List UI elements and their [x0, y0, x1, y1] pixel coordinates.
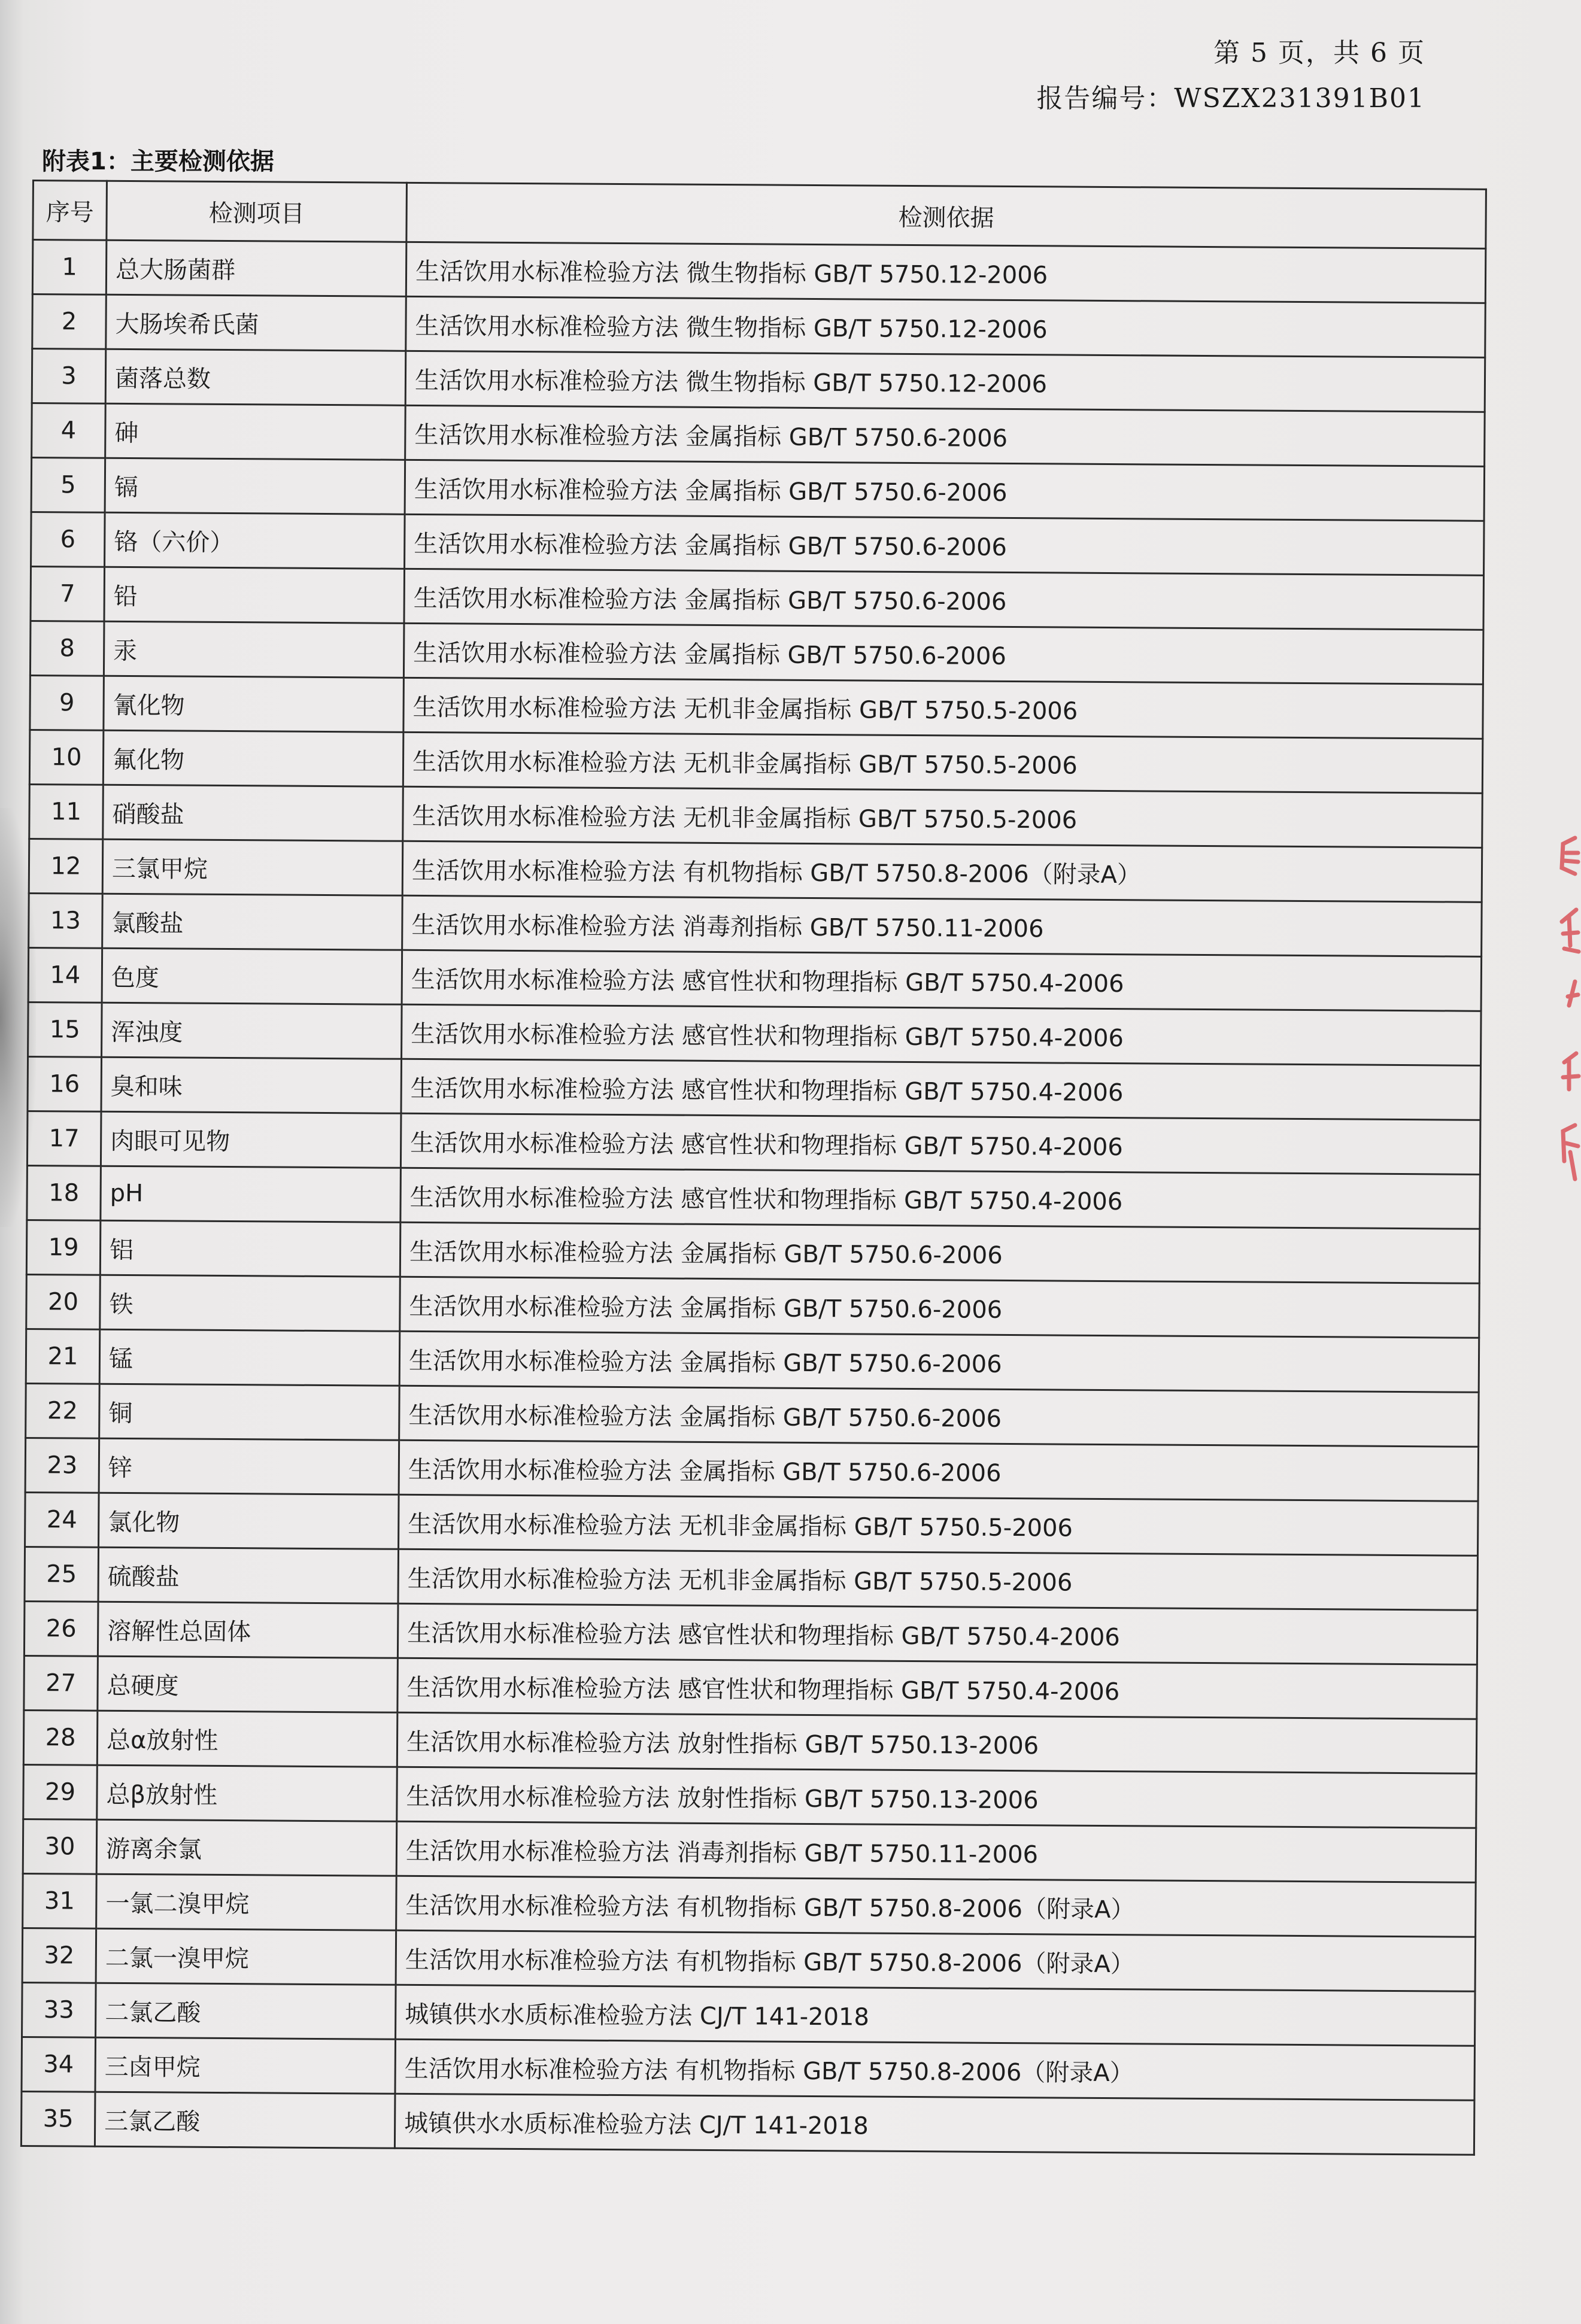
table-row — [29, 784, 1483, 847]
cell-serial-no: 35 — [21, 2091, 95, 2146]
table-row — [23, 1873, 1476, 1937]
cell-test-item: 氯酸盐 — [102, 894, 403, 950]
cell-test-basis: 生活饮用水标准检验方法 感官性状和物理指标 GB/T 5750.4-2006 — [397, 1603, 1477, 1664]
cell-serial-no: 5 — [31, 458, 105, 513]
table-body — [21, 240, 1485, 2155]
cell-test-basis: 生活饮用水标准检验方法 感官性状和物理指标 GB/T 5750.4-2006 — [402, 950, 1482, 1011]
cell-test-basis: 生活饮用水标准检验方法 有机物指标 GB/T 5750.8-2006（附录A） — [395, 2039, 1475, 2100]
cell-test-item: 菌落总数 — [105, 349, 406, 405]
cell-serial-no: 10 — [29, 730, 104, 785]
cell-test-item: 氰化物 — [104, 676, 404, 732]
cell-test-item: 总β放射性 — [97, 1765, 397, 1821]
cell-test-item: 浑浊度 — [102, 1002, 402, 1059]
cell-test-basis: 生活饮用水标准检验方法 微生物指标 GB/T 5750.12-2006 — [406, 242, 1486, 303]
cell-test-item: 硫酸盐 — [98, 1547, 399, 1603]
table-row — [27, 1165, 1480, 1229]
cell-test-basis: 生活饮用水标准检验方法 有机物指标 GB/T 5750.8-2006（附录A） — [396, 1930, 1476, 1991]
cell-test-basis: 生活饮用水标准检验方法 有机物指标 GB/T 5750.8-2006（附录A） — [402, 841, 1482, 902]
cell-test-basis: 生活饮用水标准检验方法 微生物指标 GB/T 5750.12-2006 — [405, 351, 1485, 412]
testing-basis-table — [20, 180, 1487, 2156]
cell-test-item: 二氯乙酸 — [96, 1983, 396, 2039]
cell-serial-no: 27 — [24, 1655, 98, 1711]
cell-test-basis: 生活饮用水标准检验方法 金属指标 GB/T 5750.6-2006 — [400, 1277, 1480, 1338]
cell-test-item: 一氯二溴甲烷 — [96, 1874, 397, 1930]
cell-test-item: 锰 — [99, 1329, 400, 1386]
table-row — [30, 621, 1483, 684]
table-row — [32, 349, 1485, 412]
table-row — [26, 1220, 1480, 1283]
cell-serial-no: 32 — [22, 1928, 96, 1983]
cell-test-basis: 生活饮用水标准检验方法 感官性状和物理指标 GB/T 5750.4-2006 — [397, 1658, 1477, 1719]
cell-test-item: 总硬度 — [98, 1656, 398, 1712]
table-row — [29, 839, 1482, 902]
cell-test-item: 氟化物 — [103, 730, 403, 786]
table-row — [26, 1329, 1479, 1392]
cell-serial-no: 24 — [25, 1492, 99, 1547]
cell-serial-no: 19 — [26, 1220, 101, 1275]
cell-test-item: 氯化物 — [99, 1493, 399, 1549]
header-serial-no: 序号 — [33, 181, 107, 241]
cell-test-item: 砷 — [105, 403, 406, 460]
header-test-basis: 检测依据 — [406, 183, 1486, 248]
cell-serial-no: 26 — [24, 1601, 98, 1656]
cell-serial-no: 6 — [31, 512, 105, 567]
cell-serial-no: 9 — [30, 675, 104, 730]
table-row — [26, 1383, 1479, 1447]
table-row — [28, 1002, 1482, 1065]
table-row — [23, 1710, 1477, 1773]
cell-test-item: 溶解性总固体 — [98, 1602, 398, 1658]
cell-serial-no: 21 — [26, 1329, 100, 1384]
section-title: 附表1：主要检测依据 — [42, 148, 274, 175]
cell-serial-no: 4 — [32, 403, 106, 458]
table-row — [22, 1928, 1476, 1991]
cell-test-item: 二氯一溴甲烷 — [96, 1928, 396, 1985]
cell-serial-no: 12 — [29, 839, 103, 894]
cell-test-item: 汞 — [104, 621, 404, 678]
cell-test-basis: 生活饮用水标准检验方法 放射性指标 GB/T 5750.13-2006 — [397, 1712, 1477, 1773]
table-row — [32, 240, 1486, 303]
cell-test-item: 锌 — [99, 1438, 399, 1494]
cell-test-item: 硝酸盐 — [103, 785, 403, 841]
cell-test-item: 铁 — [100, 1275, 400, 1331]
cell-serial-no: 23 — [25, 1438, 99, 1493]
cell-serial-no: 31 — [23, 1873, 97, 1928]
cell-serial-no: 3 — [32, 349, 106, 404]
cell-test-basis: 生活饮用水标准检验方法 消毒剂指标 GB/T 5750.11-2006 — [396, 1821, 1476, 1882]
cell-serial-no: 15 — [28, 1002, 102, 1057]
cell-test-basis: 生活饮用水标准检验方法 无机非金属指标 GB/T 5750.5-2006 — [399, 1494, 1479, 1556]
cell-serial-no: 13 — [29, 893, 103, 948]
cell-test-item: 色度 — [102, 948, 402, 1004]
cell-test-item: 三氯乙酸 — [95, 2092, 395, 2148]
cell-serial-no: 7 — [31, 566, 105, 621]
cell-serial-no: 22 — [26, 1383, 100, 1438]
table-row — [30, 675, 1483, 739]
cell-serial-no: 14 — [28, 947, 102, 1002]
cell-test-basis: 生活饮用水标准检验方法 感官性状和物理指标 GB/T 5750.4-2006 — [400, 1113, 1480, 1174]
cell-serial-no: 8 — [30, 621, 104, 676]
cell-test-basis: 生活饮用水标准检验方法 微生物指标 GB/T 5750.12-2006 — [406, 296, 1486, 357]
cell-serial-no: 33 — [22, 1982, 96, 2037]
cell-serial-no: 34 — [22, 2037, 96, 2092]
cell-test-basis: 生活饮用水标准检验方法 金属指标 GB/T 5750.6-2006 — [405, 514, 1485, 575]
cell-test-basis: 生活饮用水标准检验方法 感官性状和物理指标 GB/T 5750.4-2006 — [400, 1168, 1480, 1229]
cell-test-item: pH — [101, 1166, 401, 1222]
cell-test-basis: 生活饮用水标准检验方法 金属指标 GB/T 5750.6-2006 — [405, 405, 1485, 466]
table-row — [31, 566, 1484, 630]
cell-test-basis: 生活饮用水标准检验方法 金属指标 GB/T 5750.6-2006 — [404, 569, 1484, 630]
table-row — [25, 1492, 1479, 1556]
cell-test-basis: 生活饮用水标准检验方法 金属指标 GB/T 5750.6-2006 — [403, 623, 1483, 684]
cell-test-item: 铝 — [100, 1220, 400, 1277]
cell-test-basis: 生活饮用水标准检验方法 无机非金属指标 GB/T 5750.5-2006 — [403, 732, 1483, 793]
table-row — [23, 1819, 1476, 1882]
cell-test-item: 铅 — [104, 567, 405, 623]
red-seal-stamp — [1533, 826, 1581, 1185]
table-row — [27, 1111, 1480, 1174]
cell-test-basis: 生活饮用水标准检验方法 无机非金属指标 GB/T 5750.5-2006 — [403, 786, 1483, 847]
table-row — [31, 512, 1485, 575]
cell-test-basis: 生活饮用水标准检验方法 有机物指标 GB/T 5750.8-2006（附录A） — [396, 1876, 1476, 1937]
cell-serial-no: 25 — [25, 1547, 99, 1602]
cell-serial-no: 1 — [32, 240, 107, 295]
page-number: 第 5 页，共 6 页 — [1213, 38, 1425, 68]
cell-test-basis: 城镇供水水质标准检验方法 CJ/T 141-2018 — [395, 2094, 1474, 2155]
table-row — [25, 1438, 1479, 1501]
table-row — [22, 1982, 1476, 2046]
cell-test-basis: 生活饮用水标准检验方法 金属指标 GB/T 5750.6-2006 — [399, 1331, 1479, 1392]
table-row — [32, 294, 1486, 358]
table-row — [26, 1274, 1480, 1338]
cell-test-basis: 生活饮用水标准检验方法 消毒剂指标 GB/T 5750.11-2006 — [402, 895, 1482, 956]
cell-test-basis: 生活饮用水标准检验方法 放射性指标 GB/T 5750.13-2006 — [397, 1767, 1477, 1828]
table-row — [31, 458, 1485, 521]
cell-test-item: 三卤甲烷 — [95, 2037, 396, 2094]
cell-test-item: 总大肠菌群 — [106, 240, 406, 296]
cell-serial-no: 18 — [27, 1165, 101, 1220]
table-row — [23, 1764, 1477, 1828]
red-seal-stamp-graphic — [1533, 826, 1581, 1185]
cell-test-basis: 生活饮用水标准检验方法 无机非金属指标 GB/T 5750.5-2006 — [403, 678, 1483, 739]
cell-test-basis: 城镇供水水质标准检验方法 CJ/T 141-2018 — [396, 1985, 1476, 2046]
cell-serial-no: 29 — [23, 1764, 98, 1819]
cell-serial-no: 11 — [29, 784, 104, 839]
header-test-item: 检测项目 — [107, 181, 407, 242]
table-row — [24, 1655, 1477, 1719]
table-row — [28, 1056, 1481, 1120]
table-row — [29, 893, 1482, 956]
cell-test-item: 铬（六价） — [105, 512, 405, 569]
table-row — [24, 1601, 1477, 1664]
cell-test-basis: 生活饮用水标准检验方法 金属指标 GB/T 5750.6-2006 — [399, 1386, 1479, 1447]
cell-test-item: 总α放射性 — [97, 1711, 397, 1767]
cell-serial-no: 20 — [26, 1274, 101, 1329]
cell-test-item: 大肠埃希氏菌 — [106, 294, 406, 351]
cell-test-item: 臭和味 — [101, 1057, 402, 1113]
cell-serial-no: 17 — [27, 1111, 101, 1166]
cell-test-basis: 生活饮用水标准检验方法 金属指标 GB/T 5750.6-2006 — [405, 460, 1485, 521]
cell-test-item: 游离余氯 — [96, 1819, 397, 1876]
cell-test-basis: 生活饮用水标准检验方法 金属指标 GB/T 5750.6-2006 — [400, 1222, 1480, 1283]
cell-serial-no: 30 — [23, 1819, 97, 1874]
cell-test-basis: 生活饮用水标准检验方法 无机非金属指标 GB/T 5750.5-2006 — [398, 1549, 1478, 1610]
table-row — [22, 2037, 1475, 2100]
table-row — [25, 1547, 1478, 1610]
cell-serial-no: 16 — [28, 1056, 102, 1111]
cell-test-item: 肉眼可见物 — [101, 1111, 401, 1168]
cell-test-item: 镉 — [105, 458, 405, 514]
table-row — [28, 947, 1482, 1011]
table-row — [21, 2091, 1474, 2155]
report-number: 报告编号：WSZX231391B01 — [1036, 83, 1425, 114]
cell-serial-no: 28 — [23, 1710, 98, 1765]
cell-test-item: 铜 — [99, 1384, 400, 1440]
cell-test-item: 三氯甲烷 — [102, 839, 403, 895]
table-row — [32, 403, 1485, 467]
table-row — [29, 730, 1483, 793]
cell-test-basis: 生活饮用水标准检验方法 感官性状和物理指标 GB/T 5750.4-2006 — [401, 1059, 1481, 1120]
cell-test-basis: 生活饮用水标准检验方法 金属指标 GB/T 5750.6-2006 — [399, 1440, 1479, 1501]
table-header-row — [33, 181, 1486, 249]
cell-serial-no: 2 — [32, 294, 107, 350]
cell-test-basis: 生活饮用水标准检验方法 感官性状和物理指标 GB/T 5750.4-2006 — [402, 1004, 1482, 1065]
